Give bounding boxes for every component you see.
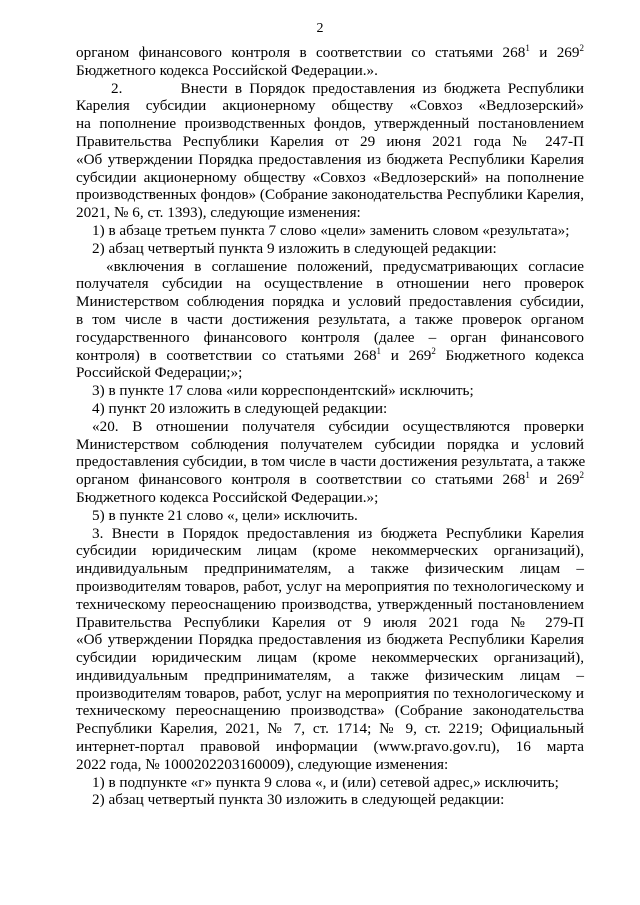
text-line: на пополнение производственных фондов, утвержденный постановлением	[76, 115, 584, 133]
text-line: органом финансового контроля в соответствии со статьями $268^1$ и $269^2$	[76, 470, 584, 489]
text-line: Правительства Республики Карелия от 9 июля 2021 года № 279-П	[76, 613, 584, 631]
text-line: 1) в подпункте «г» пункта 9 слова «, и (или) сетевой адрес,» исключить;	[92, 773, 559, 791]
text-line: 4) пункт 20 изложить в следующей редакции:	[92, 399, 388, 417]
text-line: 2022 года, № 1000202203160009), следующие изменения:	[76, 755, 449, 773]
text-line: 2) абзац четвертый пункта 30 изложить в следующей редакции:	[92, 791, 505, 809]
text-line: «включения в соглашение положений, предусматривающих согласие	[106, 257, 584, 275]
text-line: органом финансового контроля в соответствии со статьями $268^1$ и $269^2$	[76, 42, 584, 61]
page-number: 2	[316, 21, 324, 36]
text-line: Республики Карелия, 2021, № 7, ст. 1714; № 9, ст. 2219; Официальный	[76, 720, 584, 738]
text-line: предоставления субсидии, в том числе в части достижения результата, а также	[76, 453, 586, 471]
text-line: техническому переоснащению производства, утвержденный постановлением	[76, 595, 584, 613]
document-body	[76, 44, 584, 809]
text-line: 1) в абзаце третьем пункта 7 слово «цели» заменить словом «результата»;	[92, 221, 570, 239]
text-line: Бюджетного кодекса Российской Федерации.»;	[76, 488, 379, 506]
text-line: Правительства Республики Карелия от 29 июня 2021 года № 247-П	[76, 132, 584, 150]
text-line: государственного финансового контроля (далее – орган финансового	[76, 328, 584, 346]
text-line: «Об утверждении Порядка предоставления из бюджета Республики Карелия	[76, 150, 584, 168]
text-line: получателя субсидии на осуществление в отношении него проверок	[76, 275, 584, 293]
text-line: 5) в пункте 21 слово «, цели» исключить.	[92, 506, 358, 524]
text-line: Российской Федерации;»;	[76, 364, 243, 382]
text-line: производственных фондов» (Собрание законодательства Республики Карелия,	[76, 186, 585, 204]
text-line: 3) в пункте 17 слова «или корреспондентский» исключить;	[92, 382, 474, 400]
text-line: субсидии акционерному обществу «Совхоз «Ведлозерский» на пополнение	[76, 168, 584, 186]
text-line: 2. Внести в Порядок предоставления из бюджета Республики	[111, 79, 584, 97]
text-line: техническому переоснащению производства» (Собрание законодательства	[76, 702, 584, 720]
text-line: производителям товаров, работ, услуг на мероприятия по технологическому и	[76, 577, 584, 595]
text-line: «20. В отношении получателя субсидии осуществляются проверки	[92, 417, 584, 435]
text-line: интернет-портал правовой информации (www.pravo.gov.ru), 16 марта	[76, 738, 584, 756]
text-line: Бюджетного кодекса Российской Федерации.».	[76, 61, 378, 79]
text-line: Министерством соблюдения порядка и условий предоставления субсидии,	[76, 293, 584, 311]
text-line: Карелия субсидии акционерному обществу «Совхоз «Ведлозерский»	[76, 97, 584, 115]
text-line: контроля) в соответствии со статьями $268^1$ и $269^2$ Бюджетного кодекса	[76, 345, 585, 364]
text-line: «Об утверждении Порядка предоставления из бюджета Республики Карелия	[76, 631, 584, 649]
text-line: Министерством соблюдения получателем субсидии порядка и условий	[76, 435, 584, 453]
text-line: субсидии юридическим лицам (кроме некоммерческих организаций),	[76, 542, 584, 560]
text-line: индивидуальным предпринимателям, а также физическим лицам –	[76, 560, 584, 578]
text-line: 2) абзац четвертый пункта 9 изложить в следующей редакции:	[92, 239, 497, 257]
text-line: 3. Внести в Порядок предоставления из бюджета Республики Карелия	[92, 524, 584, 542]
text-line: производителям товаров, работ, услуг на мероприятия по технологическому и	[76, 684, 584, 702]
text-line: индивидуальным предпринимателям, а также физическим лицам –	[76, 666, 584, 684]
text-line: субсидии юридическим лицам (кроме некоммерческих организаций),	[76, 649, 584, 667]
text-line: в том числе в части достижения результата, а также проверок органом	[76, 310, 584, 328]
text-line: 2021, № 6, ст. 1393), следующие изменения:	[76, 204, 361, 222]
